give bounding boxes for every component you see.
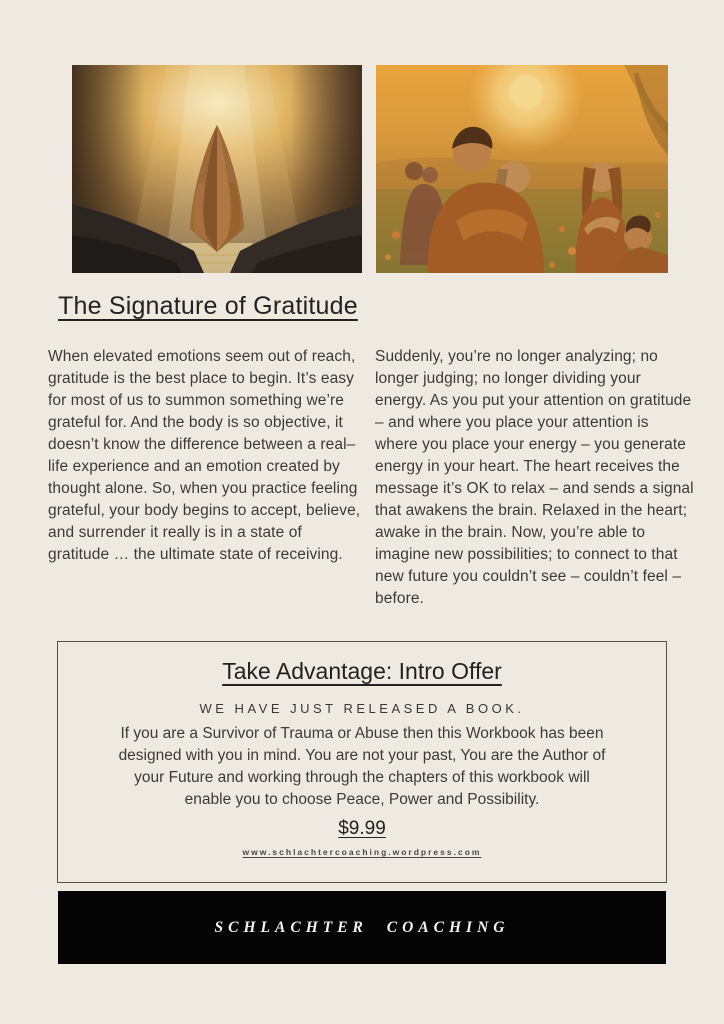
family-hug-image xyxy=(376,65,668,273)
brand-name: SCHLACHTER COACHING xyxy=(214,918,510,936)
offer-kicker: WE HAVE JUST RELEASED A BOOK. xyxy=(199,701,525,716)
article-column-right: Suddenly, you’re no longer analyzing; no longer judging; no longer dividing your energy. As you put your attention on gratitude – and where you place your attention is where you place your energy – you generate energy in your heart. The heart receives the message it’s OK to relax – and sends a signal that awakens the brain. Relaxed in the heart; awake in the brain. Now, you’re able to imagine new possibilities; to connect to that new future you couldn’t see – couldn’t feel – before. xyxy=(375,348,694,607)
praying-hands-image xyxy=(72,65,362,273)
offer-title: Take Advantage: Intro Offer xyxy=(222,658,502,684)
footer-bar xyxy=(58,891,666,964)
intro-offer-box xyxy=(57,641,667,883)
page-title: The Signature of Gratitude xyxy=(58,292,358,320)
praying-hands-illustration xyxy=(72,65,362,273)
family-hug-illustration xyxy=(376,65,668,273)
article-column-left: When elevated emotions seem out of reach, gratitude is the best place to begin. It’s easy for most of us to summon something we’re grateful for. And the body is so objective, it doesn’t know the difference between a real–life experience and an emotion created by thought alone. So, when you practice feeling grateful, your body begins to accept, believe, and surrender it really is in a state of gratitude … the ultimate state of receiving. xyxy=(48,348,361,563)
offer-url-link[interactable]: www.schlachtercoaching.wordpress.com xyxy=(242,847,482,857)
offer-body: If you are a Survivor of Trauma or Abuse then this Workbook has been designed with you in mind. You are not your past, You are the Author of your Future and working through the chapters of this workbook will enable you to choose Peace, Power and Possibility. xyxy=(118,725,606,808)
offer-price: $9.99 xyxy=(338,818,386,839)
